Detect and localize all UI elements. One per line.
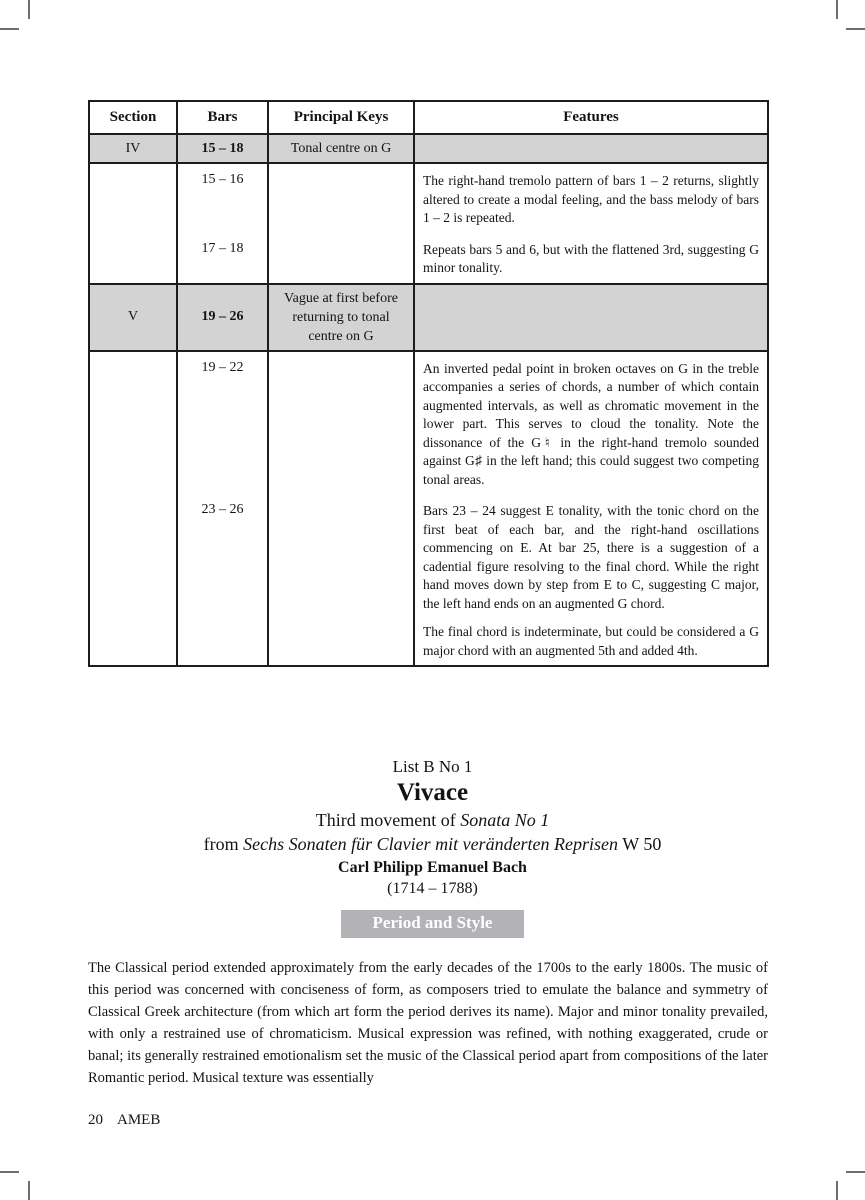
table-row-bars-15-16 (89, 163, 768, 233)
piece-title: Vivace (396, 779, 469, 807)
table-row-bars-19-22 (89, 351, 768, 495)
table-row-section-v-summary (89, 284, 768, 351)
feature-paragraph: The right-hand tremolo pattern of bars 1 – 2 returns, slightly altered to create a modal feeling, and the bass melody of bars 1 – 2 is repeated. (423, 173, 759, 225)
feature-paragraph: The final chord is indeterminate, but could be considered a G major chord with an augmented 5th and added 4th. (423, 624, 759, 658)
crop-mark-top-left-horizontal (0, 28, 19, 30)
bars-cell: 15 – 16 (177, 163, 268, 233)
crop-mark-bottom-left-vertical (28, 1181, 30, 1200)
crop-mark-bottom-right-vertical (836, 1181, 838, 1200)
column-header-principal-keys: Principal Keys (268, 101, 414, 134)
features-cell (414, 163, 768, 233)
piece-heading (0, 757, 865, 938)
period-and-style-badge: Period and Style (341, 910, 525, 938)
principal-keys-cell-empty (268, 351, 414, 495)
principal-keys-cell-empty (268, 494, 414, 666)
table-row-section-iv-summary (89, 134, 768, 163)
principal-keys-cell-empty (268, 163, 414, 233)
crop-mark-bottom-right-horizontal (846, 1171, 865, 1173)
keys-line: Tonal centre on G (290, 141, 392, 156)
section-cell-empty (89, 163, 177, 233)
crop-mark-bottom-left-horizontal (0, 1171, 19, 1173)
from-work-title: Sechs Sonaten für Clavier mit veränderten Reprisen (243, 833, 619, 854)
bars-cell: 23 – 26 (177, 494, 268, 666)
feature-paragraph: Repeats bars 5 and 6, but with the flattened 3rd, suggesting G minor tonality. (423, 241, 759, 275)
composer-name: Carl Philipp Emanuel Bach (338, 858, 527, 876)
page-number: 20 (88, 1112, 103, 1128)
features-cell (414, 494, 768, 666)
principal-keys-cell (268, 284, 414, 351)
movement-prefix: Third movement of (315, 810, 461, 831)
principal-keys-cell-empty (268, 233, 414, 284)
body-paragraph: The Classical period extended approximately from the early decades of the 1700s to the early 1800s. The music of this period was concerned with conciseness of form, as composers tried to emulate the balance and symmetry of Classical Greek architecture (from which art form the period derives its name). Major and minor tonality prevailed, with only a restrained use of chromaticism. Musical expression was refined, with nothing exaggerated, crude or banal; its generally restrained emotionalism set the music of the Classical period apart from compositions of the later Romantic period. Musical texture was essentially (88, 960, 768, 1086)
movement-work-title: Sonata No 1 (460, 810, 550, 831)
table-header-row (89, 101, 768, 134)
section-cell-empty (89, 233, 177, 284)
features-cell-empty (414, 134, 768, 163)
column-header-section: Section (89, 101, 177, 134)
keys-line: Vague at first before (284, 290, 398, 306)
column-header-features: Features (414, 101, 768, 134)
features-cell (414, 351, 768, 495)
list-label: List B No 1 (392, 757, 473, 776)
features-cell-empty (414, 284, 768, 351)
bars-cell: 15 – 18 (177, 134, 268, 163)
from-line (0, 834, 865, 856)
bars-cell: 17 – 18 (177, 233, 268, 284)
table-row-bars-23-26 (89, 494, 768, 666)
section-cell-empty (89, 494, 177, 666)
publisher-name: AMEB (117, 1112, 161, 1128)
composer-dates: (1714 – 1788) (387, 879, 478, 897)
crop-mark-top-right-vertical (836, 0, 838, 19)
bars-cell: 19 – 22 (177, 351, 268, 495)
bars-cell: 19 – 26 (177, 284, 268, 351)
from-suffix: W 50 (618, 833, 662, 854)
keys-line: centre on G (308, 328, 374, 344)
features-cell (414, 233, 768, 284)
analysis-table (88, 100, 769, 667)
section-cell: IV (89, 134, 177, 163)
crop-mark-top-right-horizontal (846, 28, 865, 30)
feature-paragraph: An inverted pedal point in broken octaves on G in the treble accompanies a series of chords, a number of which contain augmented intervals, as well as chromatic movement in the lower part. This serves to cloud the tonality. Note the dissonance of the G♮ in the right-hand tremolo sounded against G♯ in the left hand; this could suggest two competing tonal areas. (423, 360, 759, 487)
movement-line (0, 810, 865, 832)
column-header-bars: Bars (177, 101, 268, 134)
section-cell: V (89, 284, 177, 351)
principal-keys-cell (268, 134, 414, 163)
page-footer (88, 1112, 160, 1129)
section-cell-empty (89, 351, 177, 495)
from-prefix: from (203, 833, 244, 854)
feature-paragraph: Bars 23 – 24 suggest E tonality, with the tonic chord on the first beat of each bar, and the right-hand oscillations commencing on E. At bar 25, there is a suggestion of a cadential figure resolving to the final chord. While the right hand moves down by step from E to C, suggesting C major, the left hand ends on an augmented G chord. (423, 503, 759, 611)
crop-mark-top-left-vertical (28, 0, 30, 19)
keys-line: returning to tonal (292, 309, 390, 325)
table-row-bars-17-18 (89, 233, 768, 284)
